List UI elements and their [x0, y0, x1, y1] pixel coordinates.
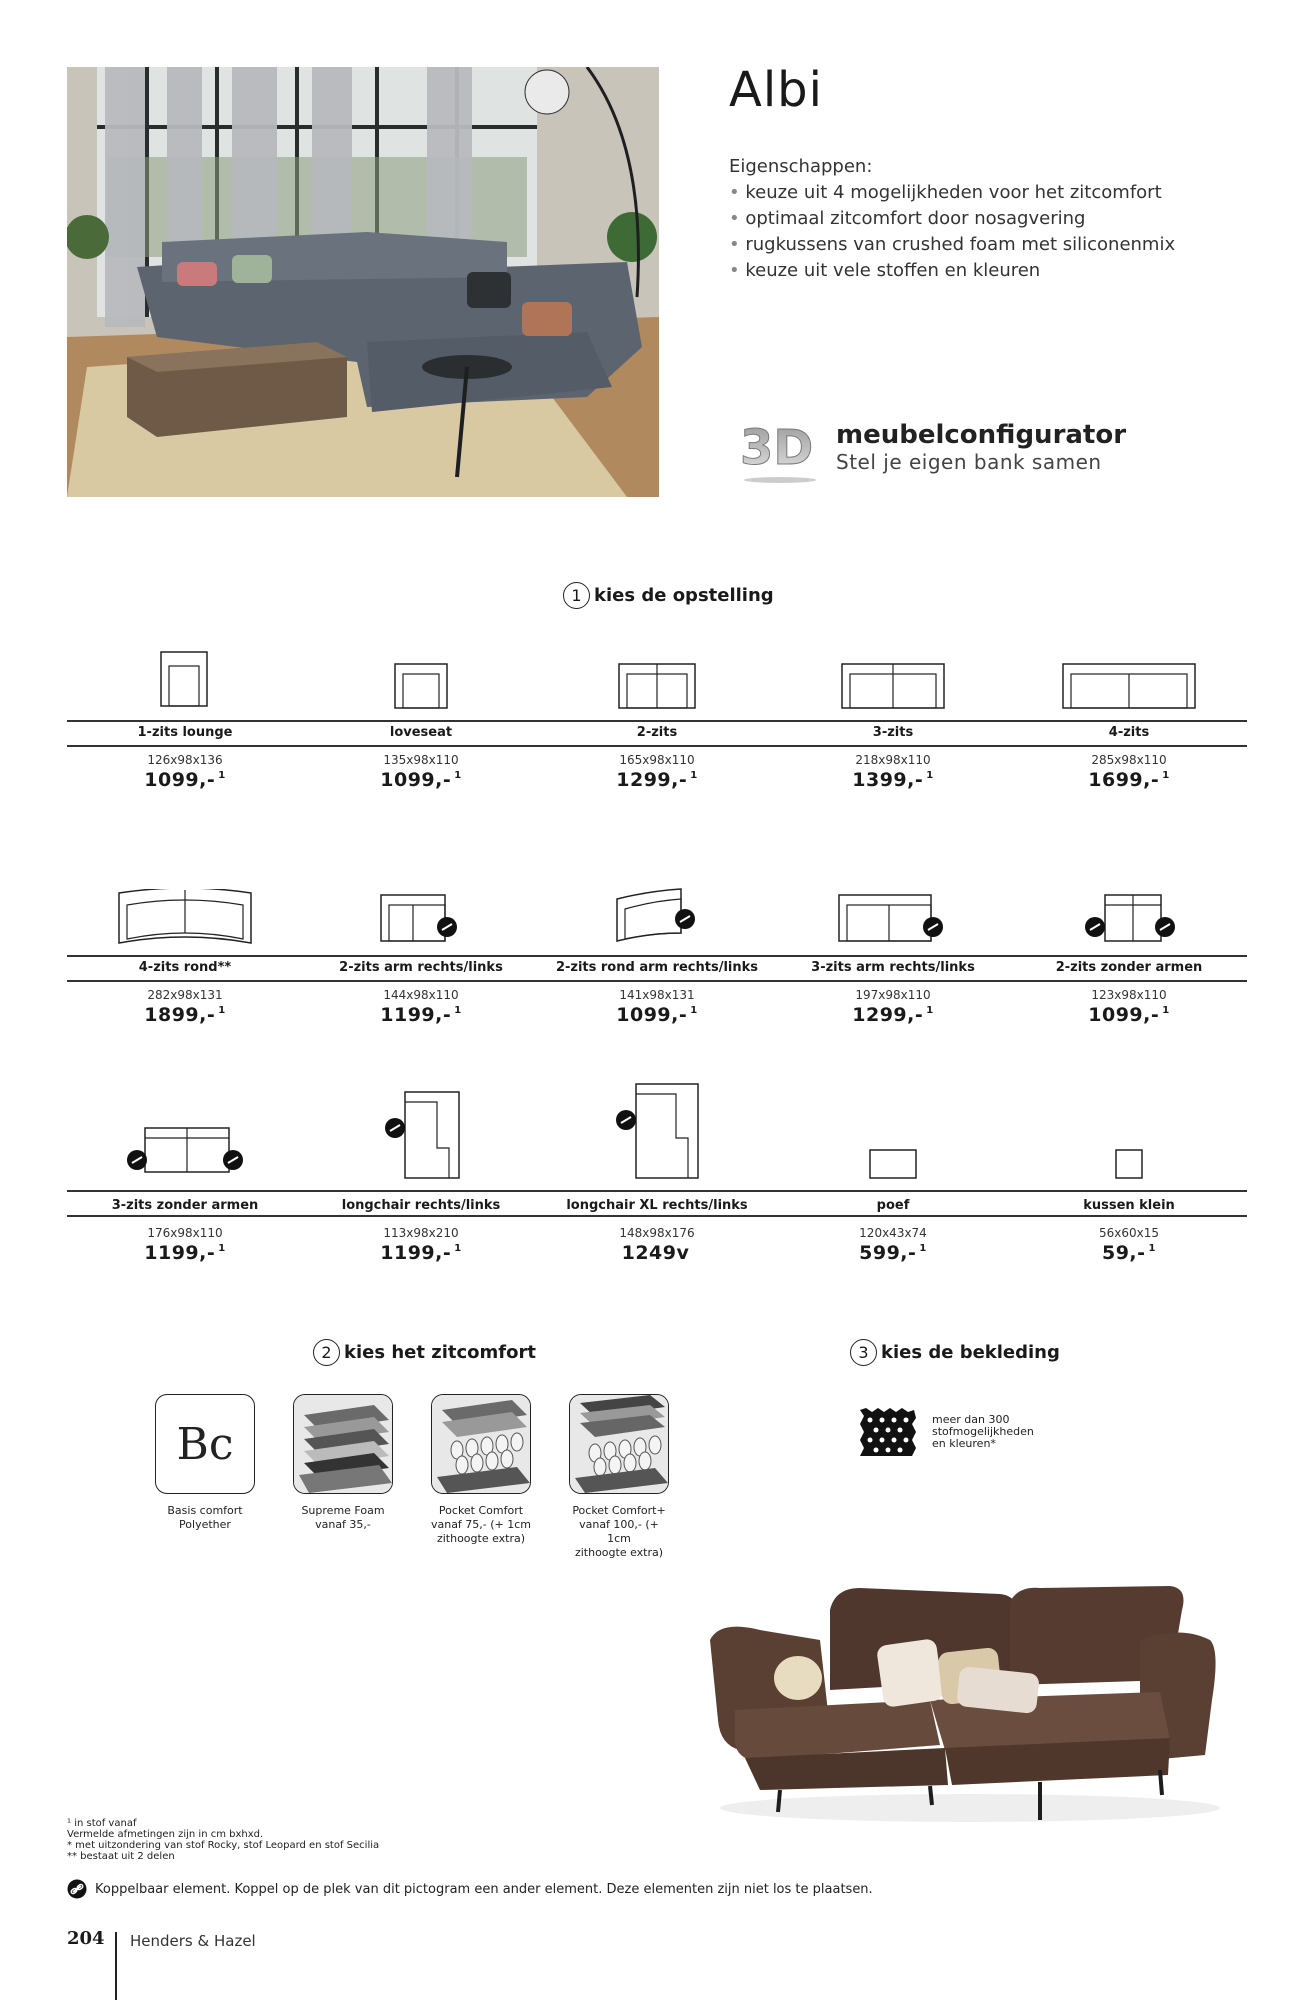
- element-diagram-icon: [303, 875, 539, 945]
- element-dims: 218x98x110: [855, 753, 931, 767]
- element-dims: 141x98x131: [619, 988, 695, 1002]
- element-diagram-icon: [1011, 875, 1247, 945]
- comfort-caption: Pocket Comfort vanaf 75,- (+ 1cm zithoogte extra): [430, 1504, 532, 1545]
- element-price: 59,- $^1$: [1101, 1242, 1156, 1264]
- element-card[interactable]: [1011, 640, 1247, 791]
- elements-row-3: [67, 1075, 1247, 1275]
- element-name: poef: [876, 1198, 910, 1213]
- 3d-logo-icon: [738, 418, 828, 488]
- element-diagram-icon: [539, 640, 775, 710]
- element-price: 1299,- $^1$: [852, 1004, 934, 1026]
- element-dims: 165x98x110: [619, 753, 695, 767]
- element-card[interactable]: [303, 875, 539, 1026]
- element-price: 1199,- $^1$: [380, 1004, 462, 1026]
- element-diagram-icon: [303, 1075, 539, 1180]
- element-diagram-icon: [67, 875, 303, 945]
- comfort-option-supreme-foam[interactable]: [291, 1394, 395, 1532]
- element-dims: 144x98x110: [383, 988, 459, 1002]
- brand-name: Henders & Hazel: [130, 1932, 256, 1950]
- step-2-heading: [313, 1339, 536, 1366]
- element-dims: 113x98x210: [383, 1226, 459, 1240]
- element-dims: 197x98x110: [855, 988, 931, 1002]
- element-card[interactable]: [67, 640, 303, 791]
- element-price: 599,- $^1$: [859, 1242, 927, 1264]
- element-dims: 176x98x110: [147, 1226, 223, 1240]
- element-name: 2-zits: [636, 725, 678, 740]
- element-dims: 135x98x110: [383, 753, 459, 767]
- element-name: 3-zits arm rechts/links: [811, 960, 975, 975]
- element-diagram-icon: [539, 1075, 775, 1180]
- properties-heading: Eigenschappen:: [729, 156, 873, 177]
- property-item: • keuze uit 4 mogelijkheden voor het zitcomfort: [729, 180, 1175, 206]
- element-diagram-icon: [1011, 640, 1247, 710]
- configurator-subtitle: Stel je eigen bank samen: [836, 450, 1102, 474]
- element-card[interactable]: [775, 875, 1011, 1026]
- element-dims: 282x98x131: [147, 988, 223, 1002]
- element-dims: 123x98x110: [1091, 988, 1167, 1002]
- properties-block: [729, 154, 1175, 284]
- element-name: longchair rechts/links: [341, 1198, 501, 1213]
- page-footer: [67, 1928, 105, 1949]
- page-number: 204: [67, 1928, 105, 1949]
- element-price: 1099,- $^1$: [1088, 1004, 1170, 1026]
- element-price: 1199,- $^1$: [380, 1242, 462, 1264]
- element-card[interactable]: [303, 1075, 539, 1264]
- fabric-swatch-icon: [856, 1406, 918, 1458]
- element-name: 3-zits zonder armen: [111, 1198, 259, 1213]
- element-diagram-icon: [67, 1075, 303, 1180]
- comfort-caption: Basis comfort Polyether: [167, 1504, 243, 1531]
- element-dims: 56x60x15: [1098, 1226, 1159, 1240]
- element-price: 1399,- $^1$: [852, 769, 934, 791]
- property-item: • rugkussens van crushed foam met siliconenmix: [729, 232, 1175, 258]
- element-card[interactable]: [1011, 875, 1247, 1026]
- product-title: Albi: [729, 62, 823, 118]
- step-number: 2: [313, 1339, 340, 1366]
- step-1-heading: [563, 582, 774, 609]
- comfort-caption: Pocket Comfort+ vanaf 100,- (+ 1cm zithoogte extra): [572, 1504, 666, 1559]
- foam-layers-icon: [293, 1394, 393, 1494]
- element-name: loveseat: [389, 725, 453, 740]
- element-dims: 148x98x176: [619, 1226, 695, 1240]
- elements-row-2: [67, 875, 1247, 1045]
- step-number: 1: [563, 582, 590, 609]
- step-label: kies het zitcomfort: [344, 1342, 536, 1363]
- element-dims: 126x98x136: [147, 753, 223, 767]
- element-card[interactable]: [303, 640, 539, 791]
- element-name: 2-zits zonder armen: [1055, 960, 1203, 975]
- element-card[interactable]: [67, 1075, 303, 1264]
- element-dims: 120x43x74: [859, 1226, 927, 1240]
- element-name: 1-zits lounge: [137, 725, 233, 740]
- elements-row-1: [67, 640, 1247, 810]
- step-label: kies de bekleding: [881, 1342, 1060, 1363]
- comfort-caption: Supreme Foam vanaf 35,-: [301, 1504, 385, 1531]
- 3d-badge-text: 3D: [740, 420, 814, 476]
- element-name: 2-zits rond arm rechts/links: [555, 960, 759, 975]
- element-card[interactable]: [539, 1075, 775, 1264]
- element-name: kussen klein: [1083, 1198, 1175, 1213]
- comfort-option-basis[interactable]: [153, 1394, 257, 1532]
- element-price: 1099,- $^1$: [616, 1004, 698, 1026]
- footnotes: ¹ in stof vanaf Vermelde afmetingen zijn in cm bxhxd. * met uitzondering van stof Rocky, stof Leopard en stof Secilia ** bestaat uit 2 delen: [67, 1818, 380, 1862]
- element-diagram-icon: [539, 875, 775, 945]
- step-number: 3: [850, 1339, 877, 1366]
- element-price: 1249v: [621, 1242, 690, 1264]
- configurator-title: meubelconfigurator: [836, 420, 1127, 450]
- element-card[interactable]: [539, 640, 775, 791]
- element-dims: 285x98x110: [1091, 753, 1167, 767]
- sofa-product-photo: [700, 1580, 1220, 1830]
- element-name: 4-zits rond**: [138, 960, 232, 975]
- element-card[interactable]: [67, 875, 303, 1026]
- link-legend: [67, 1879, 873, 1899]
- link-icon: [67, 1879, 87, 1899]
- element-diagram-icon: [775, 1075, 1011, 1180]
- element-card[interactable]: [775, 1075, 1011, 1264]
- comfort-option-pocket[interactable]: [429, 1394, 533, 1546]
- element-diagram-icon: [775, 640, 1011, 710]
- element-card[interactable]: [539, 875, 775, 1026]
- hero-photo: [67, 67, 659, 497]
- element-price: 1199,- $^1$: [144, 1242, 226, 1264]
- element-name: 3-zits: [872, 725, 914, 740]
- property-item: • keuze uit vele stoffen en kleuren: [729, 258, 1175, 284]
- footer-divider: [115, 1932, 117, 2000]
- element-diagram-icon: [67, 640, 303, 710]
- element-name: 4-zits: [1108, 725, 1150, 740]
- element-price: 1299,- $^1$: [616, 769, 698, 791]
- element-card[interactable]: [775, 640, 1011, 791]
- configurator-banner[interactable]: [738, 418, 1127, 488]
- element-price: 1899,- $^1$: [144, 1004, 226, 1026]
- step-label: kies de opstelling: [594, 585, 774, 606]
- pocket-springs-plus-icon: [569, 1394, 669, 1494]
- element-price: 1099,- $^1$: [144, 769, 226, 791]
- element-name: 2-zits arm rechts/links: [339, 960, 503, 975]
- comfort-option-pocket-plus[interactable]: [567, 1394, 671, 1560]
- properties-list: [729, 180, 1175, 284]
- element-price: 1699,- $^1$: [1088, 769, 1170, 791]
- step-3-heading: [850, 1339, 1060, 1366]
- basis-comfort-icon: Bc: [155, 1394, 255, 1494]
- element-diagram-icon: [775, 875, 1011, 945]
- element-price: 1099,- $^1$: [380, 769, 462, 791]
- element-diagram-icon: [1011, 1075, 1247, 1180]
- fabric-note: meer dan 300 stofmogelijkheden en kleuren*: [932, 1413, 1034, 1450]
- element-diagram-icon: [303, 640, 539, 710]
- living-room-illustration: [67, 67, 659, 497]
- pocket-springs-icon: [431, 1394, 531, 1494]
- element-name: longchair XL rechts/links: [566, 1198, 748, 1213]
- property-item: • optimaal zitcomfort door nosagvering: [729, 206, 1175, 232]
- legend-text: Koppelbaar element. Koppel op de plek van dit pictogram een ander element. Deze elementen zijn niet los te plaatsen.: [95, 1881, 873, 1897]
- element-card[interactable]: [1011, 1075, 1247, 1264]
